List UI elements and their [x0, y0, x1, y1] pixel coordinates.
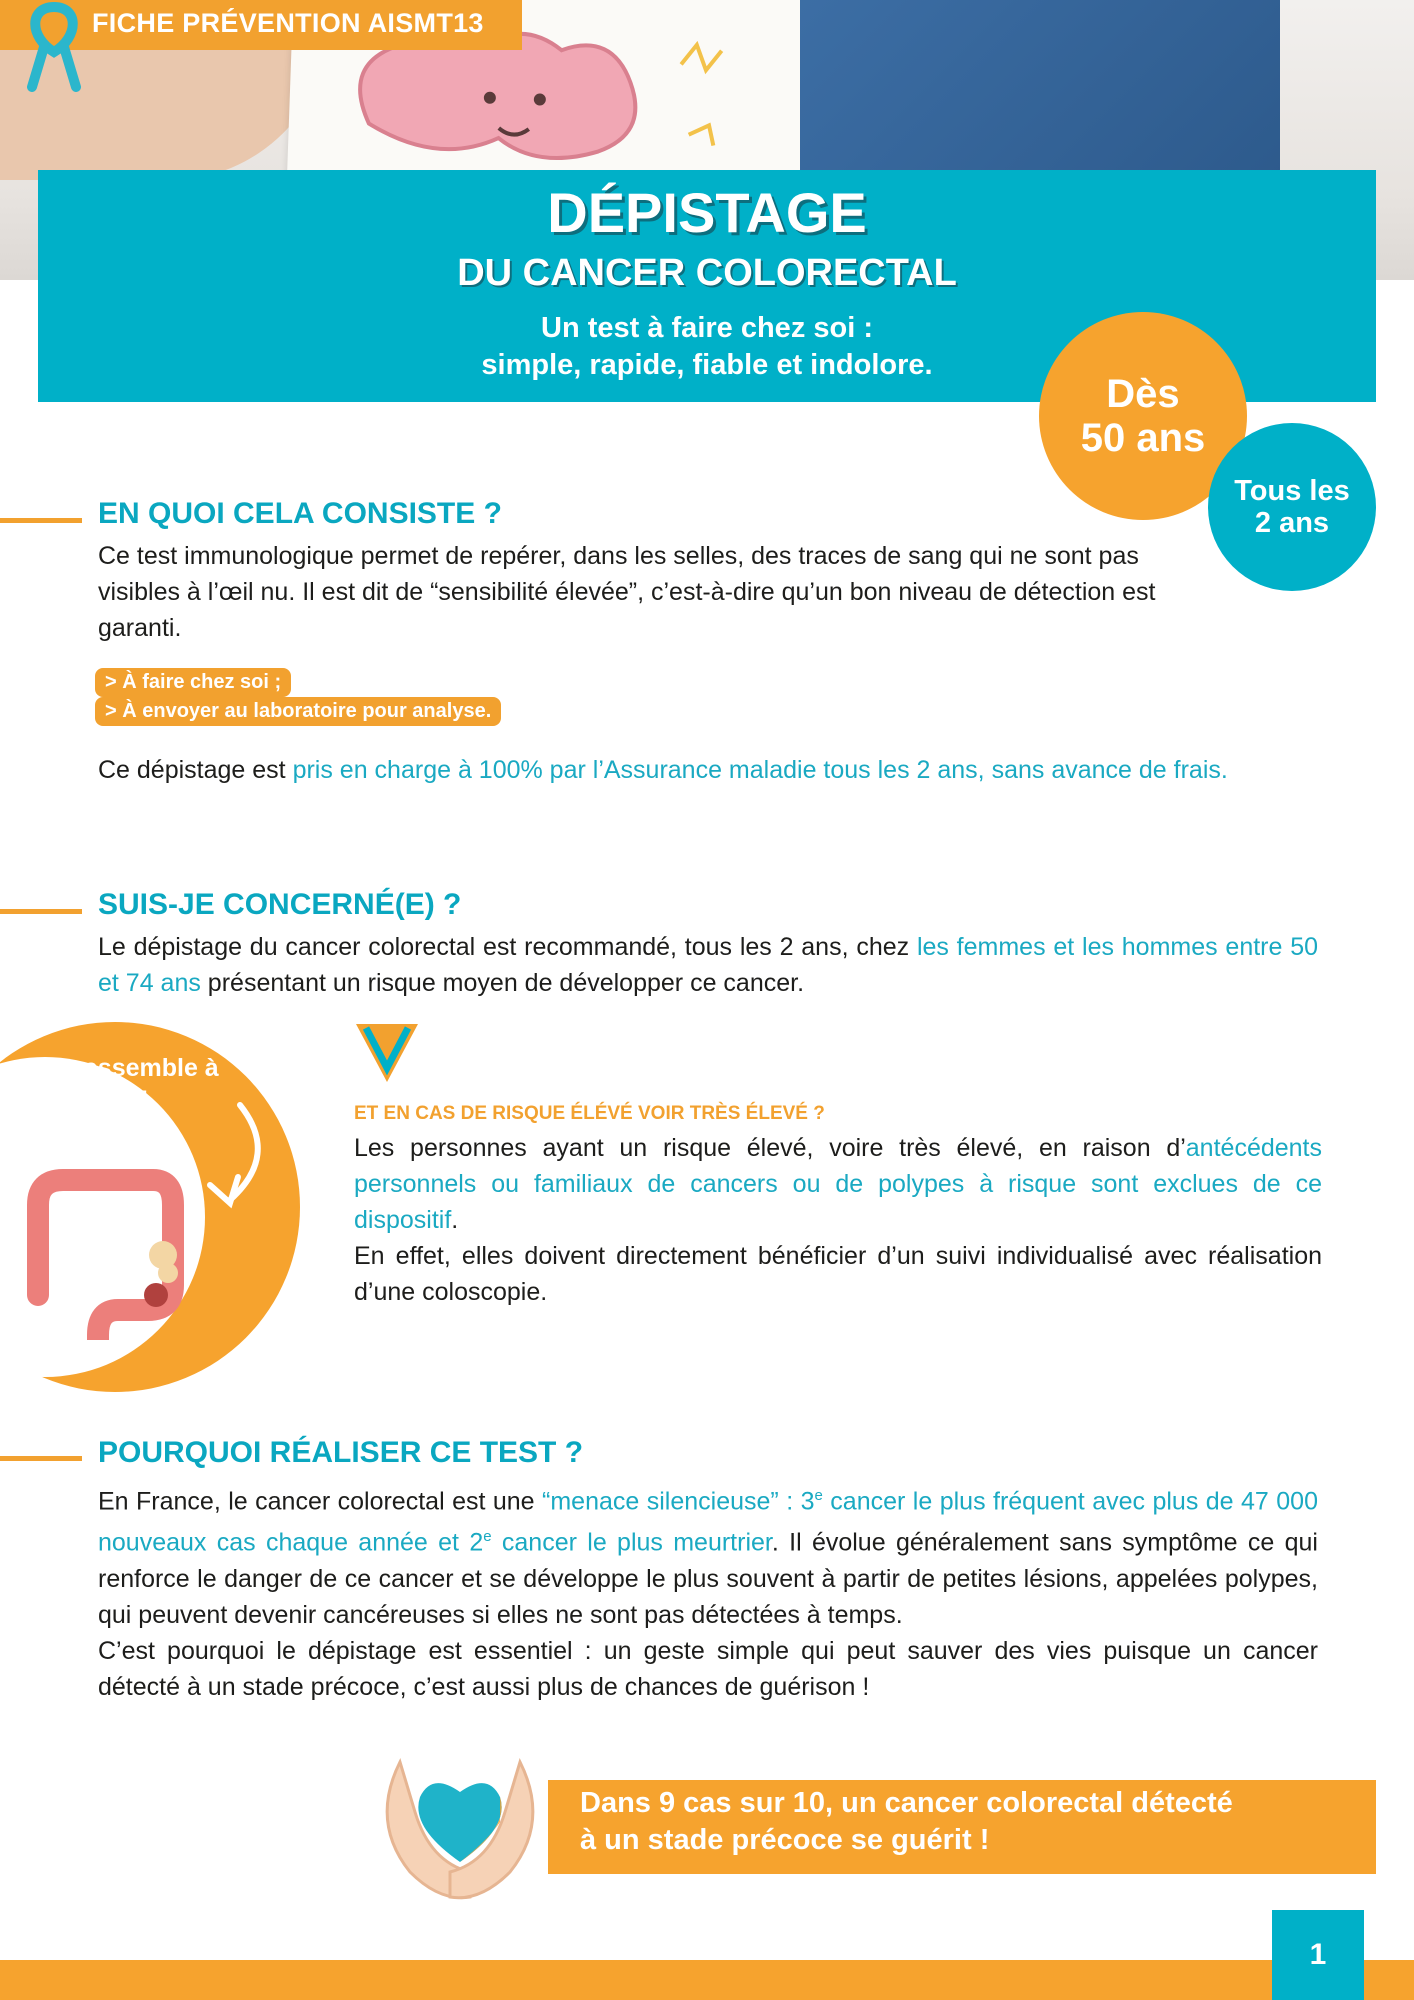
section-heading-pourquoi: POURQUOI RÉALISER CE TEST ?: [98, 1436, 584, 1469]
pourquoi-text: En France, le cancer colorectal est une: [98, 1487, 543, 1516]
key-fact-line-2: à un stade précoce se guérit !: [580, 1824, 990, 1856]
freq-line-1: Tous les: [1234, 475, 1350, 507]
pourquoi-highlight-1: “menace silencieuse” : 3: [542, 1487, 815, 1516]
pourquoi-highlight-3: cancer le plus meurtrier: [491, 1528, 772, 1557]
cost-highlight: pris en charge à 100% par l’Assurance maladie tous les 2 ans, sans avance de frais.: [292, 756, 1228, 784]
section-heading-concerne: SUIS-JE CONCERNÉ(E) ?: [98, 888, 462, 921]
page-subtitle: DU CANCER COLORECTAL: [457, 252, 957, 294]
section-divider: [0, 909, 82, 914]
section-text-concerne: [98, 929, 1318, 1001]
section-text-cost: [98, 752, 1318, 788]
section-divider: [0, 1456, 82, 1461]
awareness-ribbon-icon: [24, 2, 84, 92]
concerne-text: Le dépistage du cancer colorectal est recommandé, tous les 2 ans, chez: [98, 933, 917, 961]
curved-arrow-icon: [200, 1100, 280, 1210]
pourquoi-text-end: . Il évolue généralement sans symptôme ce qui renforce le danger de ce cancer et se développe le plus souvent à partir de petites lésions, appelées polypes, qui peuvent devenir cancéreuses si elles ne sont pas détectées à temps.: [98, 1528, 1318, 1629]
section-text-pourquoi: [98, 1478, 1318, 1705]
risk-highlight: antécédents personnels ou familiaux de cancers ou de polypes à risque sont exclues de ce dispositif: [354, 1134, 1322, 1234]
freq-line-2: 2 ans: [1254, 507, 1330, 539]
section-divider: [0, 518, 82, 523]
tag-laboratoire: > À envoyer au laboratoire pour analyse.: [95, 697, 501, 726]
badge-label: FICHE PRÉVENTION AISMT13: [92, 8, 484, 38]
section-text-consiste: Ce test immunologique permet de repérer, dans les selles, des traces de sang qui ne sont pas visibles à l’œil nu. Il est dit de “sensibilité élevée”, c’est-à-dire qu’un bon niveau de détection est garanti.: [98, 542, 1156, 642]
age-line-1: Dès: [1106, 372, 1180, 416]
cost-text: Ce dépistage est: [98, 756, 293, 784]
superscript-e: e: [814, 1487, 823, 1504]
tag-chez-soi: > À faire chez soi ;: [95, 668, 291, 697]
risk-text-start: Les personnes ayant un risque élevé, voire très élevé, en raison d’: [354, 1134, 1186, 1162]
page-title: DÉPISTAGE: [547, 181, 867, 244]
footer-bar: [0, 1960, 1414, 2000]
pourquoi-highlight-2: cancer le plus fréquent avec plus de 47 000 nouveaux cas chaque année et 2: [98, 1487, 1318, 1557]
illustration-label: Ca ressemble à ça !: [35, 1054, 219, 1114]
age-line-2: 50 ans: [1080, 416, 1206, 460]
section-heading-consiste: EN QUOI CELA CONSISTE ?: [98, 497, 502, 530]
concerne-text-end: présentant un risque moyen de développer ce cancer.: [200, 969, 805, 997]
tagline-line-2: simple, rapide, fiable et indolore.: [481, 349, 933, 381]
superscript-e: e: [483, 1528, 492, 1546]
chevron-down-icon: [352, 1020, 422, 1086]
risk-text: [354, 1130, 1322, 1310]
colon-icon: [18, 1165, 188, 1340]
risk-text-2: En effet, elles doivent directement bénéficier d’un suivi individualisé avec réalisation d’une coloscopie.: [354, 1242, 1322, 1306]
page-number: 1: [1272, 1910, 1364, 2000]
key-fact-text: [580, 1785, 1360, 1859]
risk-heading: ET EN CAS DE RISQUE ÉLÉVÉ VOIR TRÈS ÉLEVÉ ?: [354, 1103, 825, 1124]
key-fact-line-1: Dans 9 cas sur 10, un cancer colorectal détecté: [580, 1787, 1233, 1819]
concerne-highlight: les femmes et les hommes entre 50 et 74 ans: [98, 933, 1319, 997]
pourquoi-text-2: C’est pourquoi le dépistage est essentiel : un geste simple qui peut sauver des vies puisque un cancer détecté à un stade précoce, c’est aussi plus de chances de guérison !: [98, 1636, 1318, 1701]
tagline-line-1: Un test à faire chez soi :: [541, 312, 873, 344]
frequency-badge: [1208, 423, 1376, 591]
risk-text-end: .: [451, 1206, 459, 1234]
hands-heart-icon: [370, 1752, 550, 1902]
